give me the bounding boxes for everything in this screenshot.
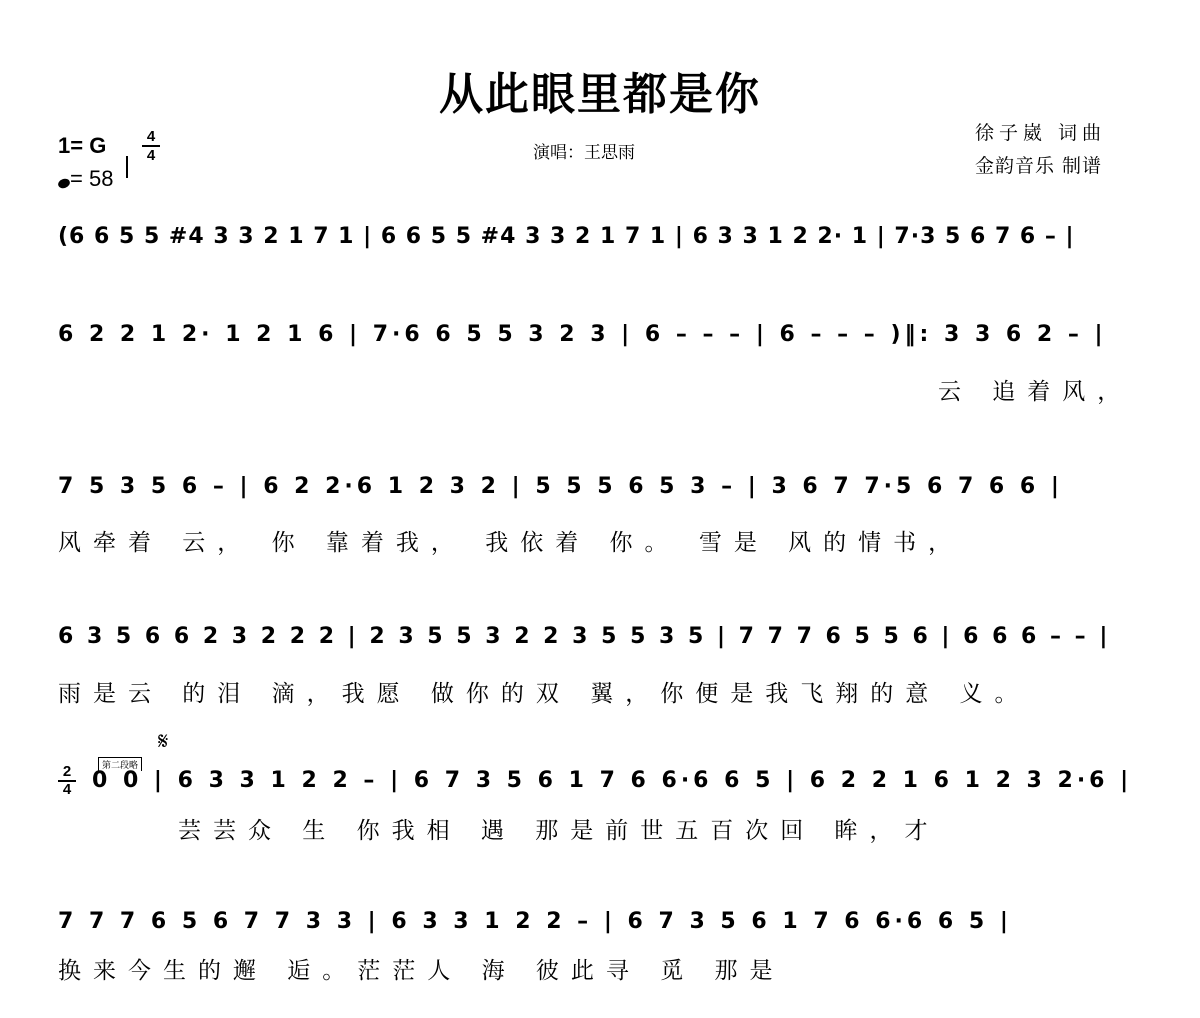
- staff-notes: 7 5 3 5 6 – | 6 2 2·6 1 2 3 2 | 5 5 5 6 5 3 – | 3 6 7 7·5 6 7 6 6 |: [58, 474, 1063, 499]
- time-signature-bottom: 4: [62, 781, 72, 798]
- staff-system-3: [0, 470, 1200, 530]
- tempo-value: = 58: [70, 166, 114, 191]
- segno-icon: 𝄋: [158, 728, 169, 755]
- time-signature-top: 4: [146, 128, 156, 145]
- tempo-marking: [58, 166, 113, 192]
- key-signature: 1= G: [58, 133, 107, 158]
- time-signature-top: 2: [62, 763, 72, 780]
- staff-notes: 6 3 5 6 6 2 3 2 2 2 | 2 3 5 5 3 2 2 3 5 5 3 5 | 7 7 7 6 5 5 6 | 6 6 6 – – |: [58, 624, 1111, 649]
- staff-system-1: [0, 220, 1200, 280]
- second-section-label: 第二段略: [98, 757, 142, 771]
- lyrics-line: 风牵着 云， 你 靠着我， 我依着 你。 雪是 风的情书，: [58, 530, 964, 556]
- staff-notes: (6 6 5 5 #4 3 3 2 1 7 1 | 6 6 5 5 #4 3 3 2 1 7 1 | 6 3 3 1 2 2· 1 | 7·3 5 6 7 6 – |: [58, 224, 1075, 249]
- staff-notes: 7 7 7 6 5 6 7 7 3 3 | 6 3 3 1 2 2 – | 6 7 3 5 6 1 7 6 6·6 6 5 |: [58, 909, 1012, 934]
- lyrics-line: 换来今生的邂 逅。茫茫人 海 彼此寻 觅 那是: [58, 958, 785, 984]
- staff-system-2: [0, 318, 1200, 378]
- arranger-credit: 金韵音乐 制谱: [975, 155, 1103, 177]
- staff-notes: 6 2 2 1 2· 1 2 1 6 | 7·6 6 5 5 3 2 3 | 6 – – – | 6 – – – )‖: 3 3 6 2 – |: [58, 322, 1107, 347]
- time-signature: [141, 128, 161, 164]
- song-title: 从此眼里都是你: [439, 69, 761, 120]
- singer-credit: 演唱：王思雨: [533, 143, 635, 163]
- lyrics-line: 芸芸众 生 你我相 遇 那是前世五百次回 眸，才: [178, 818, 940, 844]
- staff-system-4: [0, 620, 1200, 680]
- composer-credit: 徐子崴 词曲: [975, 122, 1107, 144]
- lyrics-line: 雨是云 的泪 滴，我愿 做你的双 翼，你便是我飞翔的意 义。: [58, 681, 1030, 707]
- staff-notes: 0 0 | 6 3 3 1 2 2 – | 6 7 3 5 6 1 7 6 6·6 6 5 | 6 2 2 1 6 1 2 3 2·6 |: [92, 768, 1133, 793]
- time-signature-bottom: 4: [146, 147, 156, 164]
- lyrics-line: 云 追着风，: [938, 379, 1133, 405]
